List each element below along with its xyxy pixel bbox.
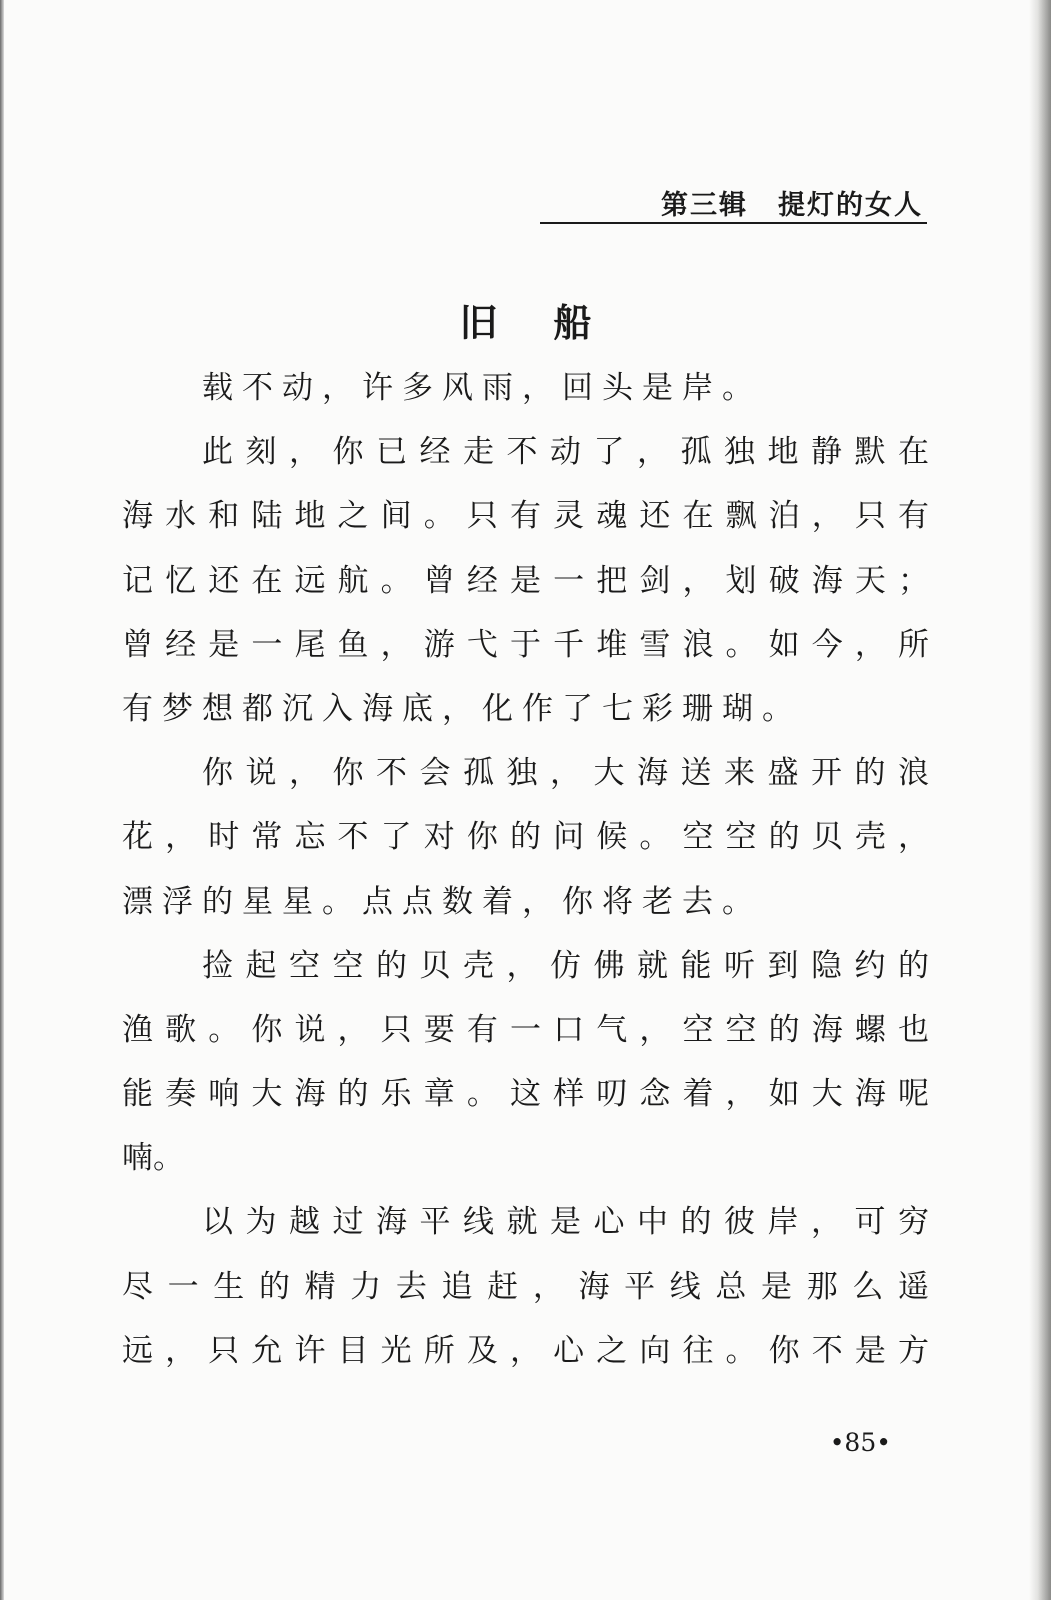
text-line: 捡起空空的贝壳，仿佛就能听到隐约的 (202, 947, 929, 984)
article-title (0, 292, 1051, 347)
text-line: 记忆还在远航。曾经是一把剑，划破海天； (122, 562, 929, 599)
text-line: 你说，你不会孤独，大海送来盛开的浪 (202, 755, 929, 792)
text-line: 尽一生的精力去追赶，海平线总是那么遥 (122, 1268, 929, 1305)
scan-right-edge (1029, 0, 1051, 1600)
text-line: 以为越过海平线就是心中的彼岸，可穷 (202, 1204, 929, 1241)
text-line: 曾经是一尾鱼，游弋于千堆雪浪。如今，所 (122, 626, 929, 663)
text-line: 载不动，许多风雨，回头是岸。 (202, 370, 762, 406)
text-line: 喃。 (122, 1140, 184, 1177)
running-head (661, 183, 923, 222)
scan-left-edge (0, 0, 4, 1600)
section-label: 第三辑 (661, 190, 748, 221)
article-body (122, 356, 929, 1383)
text-line: 此刻，你已经走不动了，孤独地静默在 (202, 434, 929, 471)
title-char-1: 旧 (459, 300, 498, 345)
text-line: 海水和陆地之间。只有灵魂还在飘泊，只有 (122, 498, 929, 535)
text-line: 有梦想都沉入海底，化作了七彩珊瑚。 (122, 690, 802, 727)
header-rule (540, 222, 927, 224)
page-number: •85• (829, 1428, 891, 1457)
text-line: 渔歌。你说，只要有一口气，空空的海螺也 (122, 1011, 929, 1048)
title-char-2: 船 (553, 300, 592, 345)
text-line: 能奏响大海的乐章。这样叨念着，如大海呢 (122, 1076, 929, 1113)
chapter-label: 提灯的女人 (778, 190, 923, 221)
text-line: 花，时常忘不了对你的问候。空空的贝壳， (122, 819, 929, 856)
text-line: 漂浮的星星。点点数着，你将老去。 (122, 883, 762, 920)
text-line: 远，只允许目光所及，心之向往。你不是方 (122, 1332, 929, 1369)
